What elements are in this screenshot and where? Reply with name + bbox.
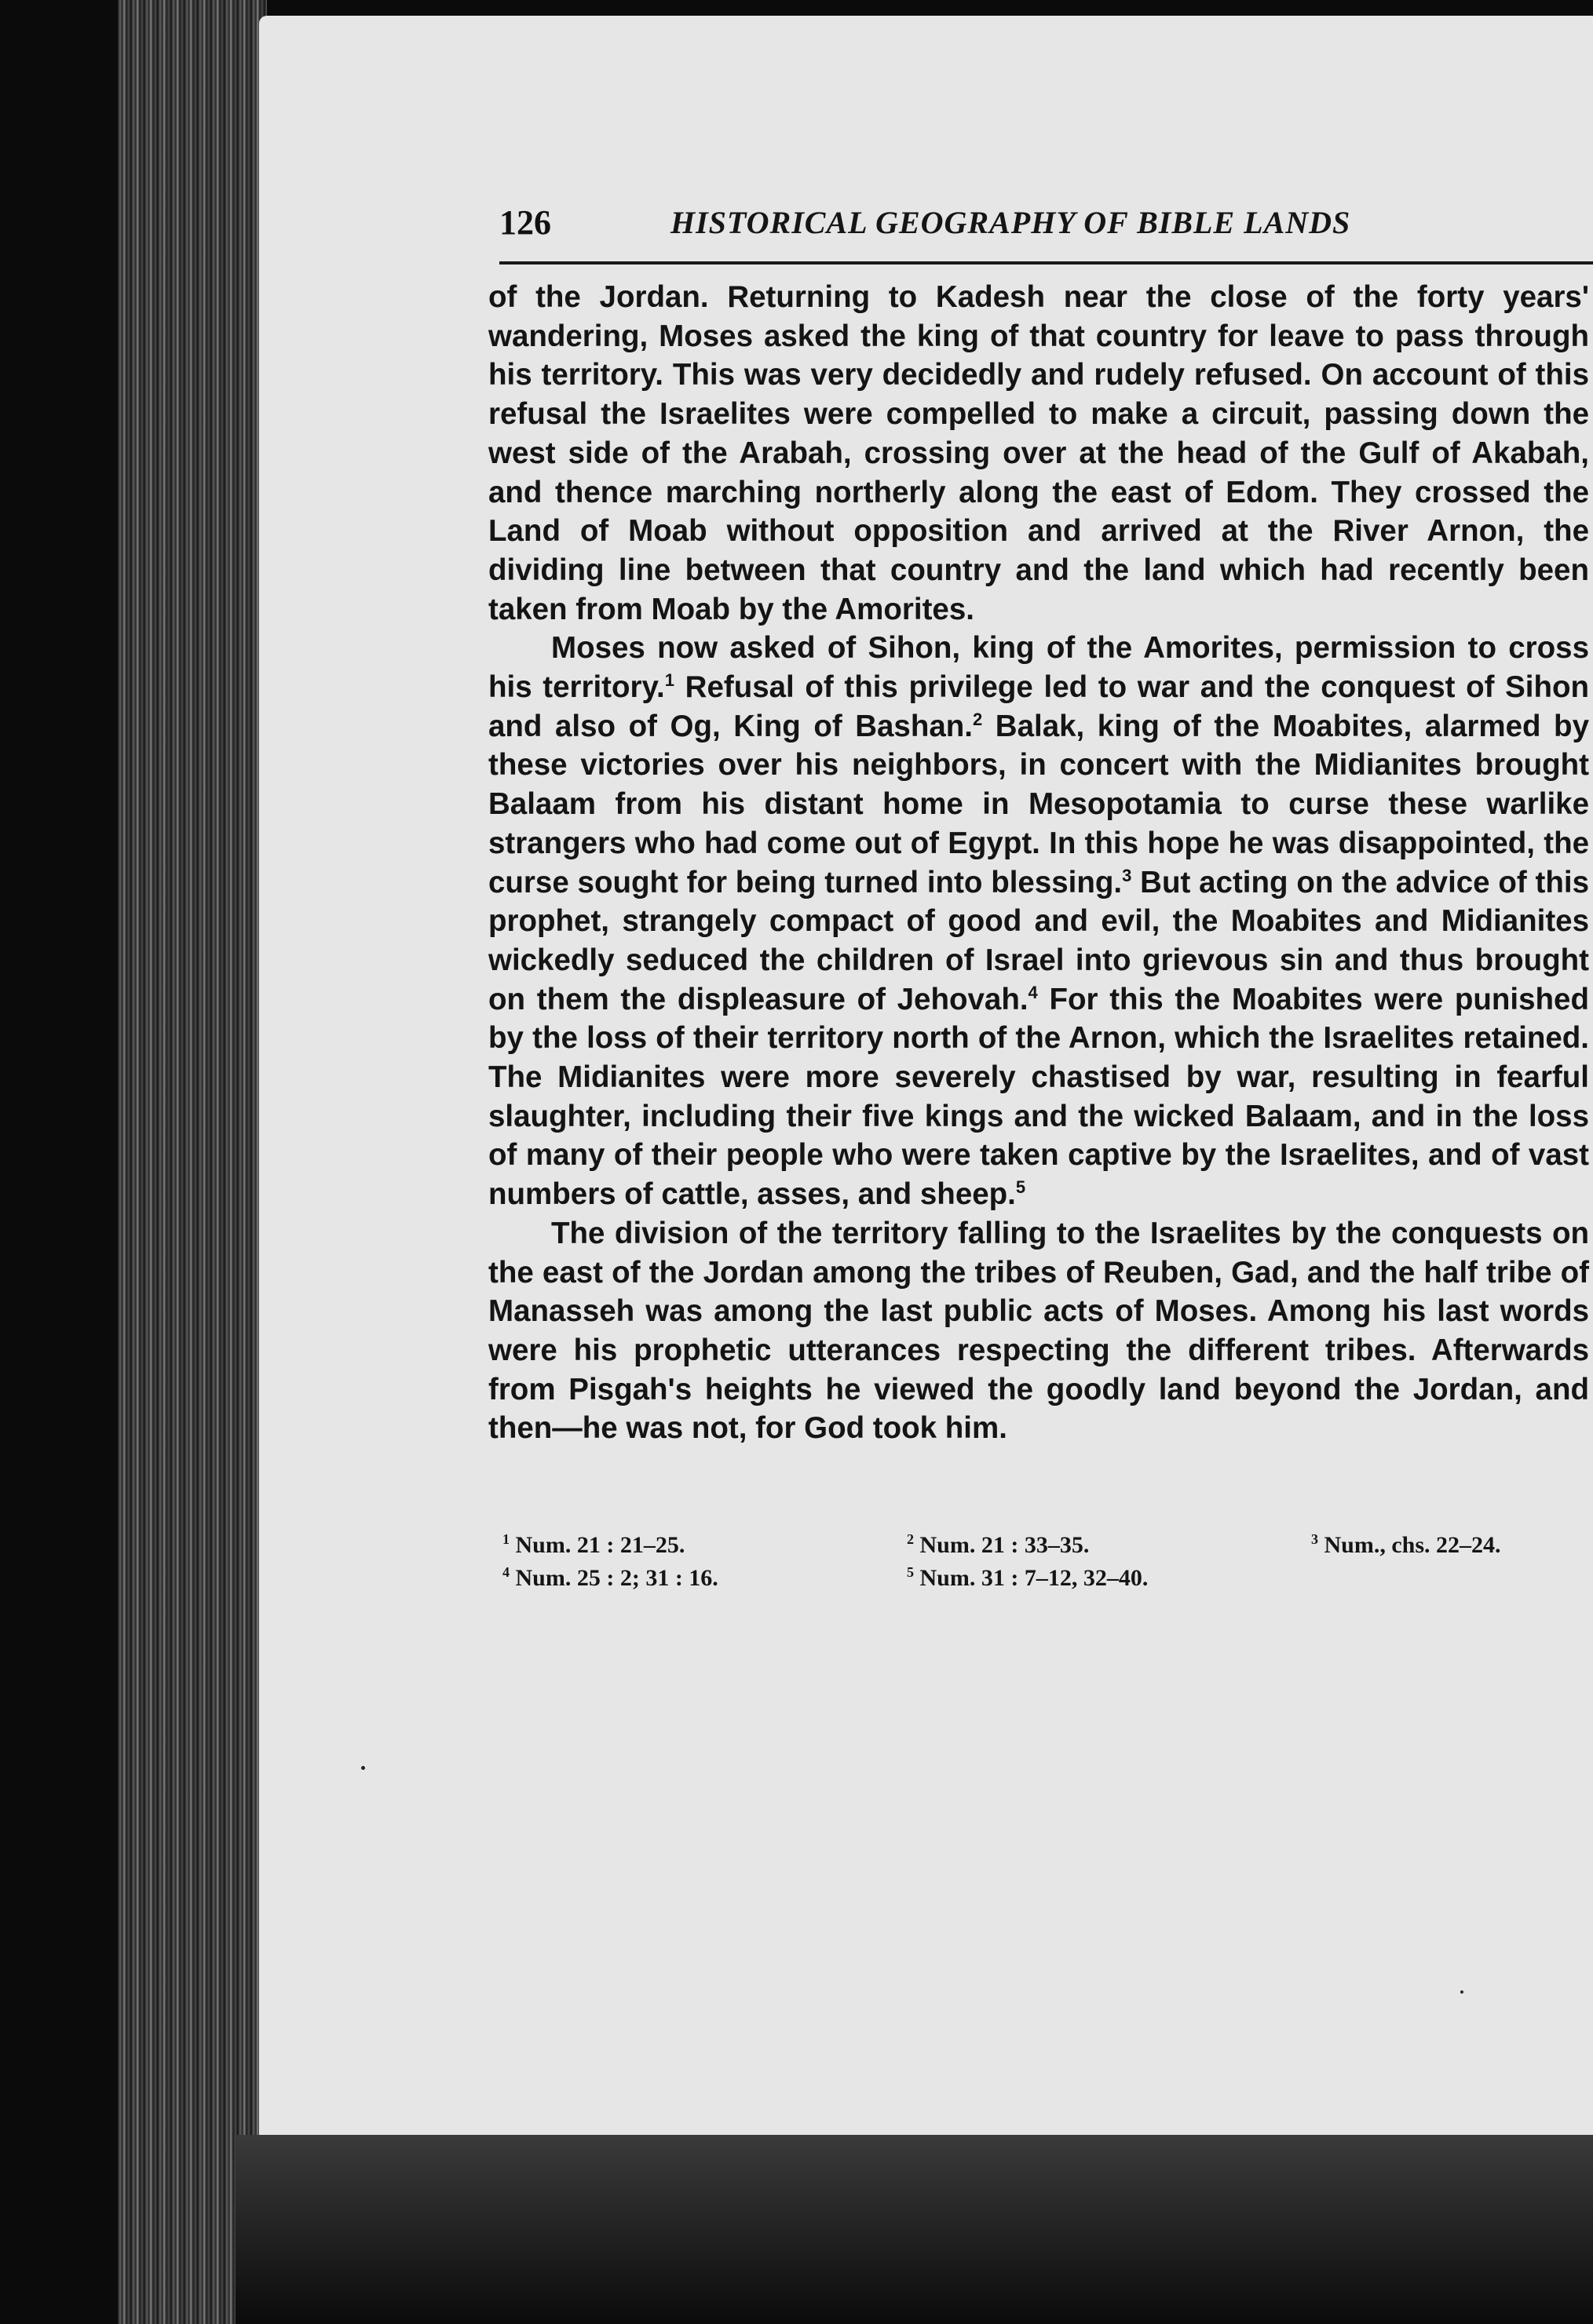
footnote-mark: 3 [1311,1531,1318,1547]
footnote-text: Num. 21 : 33–35. [919,1532,1090,1558]
running-title: HISTORICAL GEOGRAPHY OF BIBLE LANDS [670,205,1351,240]
running-head [499,202,1591,257]
footnote [907,1532,1089,1559]
footnote-ref: 5 [1015,1177,1026,1198]
page-bottom-shadow [236,2135,1593,2324]
footnotes [502,1532,1586,1603]
footnote-ref: 3 [1122,865,1132,885]
footnote-text: Num. 25 : 2; 31 : 16. [515,1565,718,1591]
paragraph-text: Moses now asked of Sihon, king of the Amorites, permission to cross his territory. [488,631,1589,705]
footnote-ref: 2 [973,709,983,729]
footnote [502,1532,685,1559]
header-rule [499,261,1593,265]
footnote-mark: 4 [502,1564,510,1580]
paragraph-text: Balak, king of the Moabites, alarmed by these victories over his neighbors, in concert with the Midianites brought Balaam from his distant home in Mesopotamia to curse these warlike strangers who had come out of Egypt. In this hope he was disappointed, the curse sought for being turned into blessing. [488,709,1589,899]
footnote-text: Num., chs. 22–24. [1324,1532,1501,1558]
body-text [488,278,1589,1448]
footnote-ref: 1 [664,670,675,691]
speck [1460,1990,1463,1994]
paragraph-text: of the Jordan. Returning to Kadesh near the close of the forty years' wandering, Moses asked the king of that country for leave to pass through his territory. This was very decidedly and rudely refused. On account of this refusal the Israelites were compelled to make a circuit, passing down the west side of the Arabah, crossing over at the head of the Gulf of Akabah, and thence marching northerly along the east of Edom. They crossed the Land of Moab without opposition and arrived at the River Arnon, the dividing line between that country and the land which had recently been taken from Moab by the Amorites. [488,280,1589,626]
paragraph [488,629,1589,1214]
paragraph-text: For this the Moabites were punished by the loss of their territory north of the Arnon, which the Israelites retained. The Midianites were more severely chastised by war, resulting in fearful slaughter, including their five kings and the wicked Balaam, and in the loss of many of their people who were taken captive by the Israelites, and of vast numbers of cattle, asses, and sheep. [488,982,1589,1212]
speck [361,1766,365,1770]
paragraph-text: The division of the territory falling to the Israelites by the conquests on the east of the Jordan among the tribes of Reuben, Gad, and the half tribe of Manasseh was among the last public acts of Moses. Among his last words were his prophetic utterances respecting the different tribes. Afterwards from Pisgah's heights he viewed the goodly land beyond the Jordan, and then—he was not, for God took him. [488,1216,1589,1446]
footnote [907,1565,1148,1592]
paragraph-text: But acting on the advice of this prophet, strangely compact of good and evil, the Moabites and Midianites wickedly seduced the children of Israel into grievous sin and thus brought on them the displeasure of Jehovah. [488,865,1589,1016]
book-spine-edges [118,0,267,2324]
paragraph [488,1214,1589,1448]
footnote-text: Num. 31 : 7–12, 32–40. [919,1565,1149,1591]
footnote-mark: 5 [907,1564,914,1580]
paragraph [488,278,1589,629]
footnote [502,1565,718,1592]
footnote-mark: 2 [907,1531,914,1547]
footnote-ref: 4 [1028,982,1038,1002]
footnote-text: Num. 21 : 21–25. [515,1532,685,1558]
paragraph-text: Refusal of this privilege led to war and the conquest of Sihon and also of Og, King of Bashan. [488,670,1590,743]
page-number: 126 [499,203,551,242]
footnote-mark: 1 [502,1531,510,1547]
footnote [1311,1532,1501,1559]
